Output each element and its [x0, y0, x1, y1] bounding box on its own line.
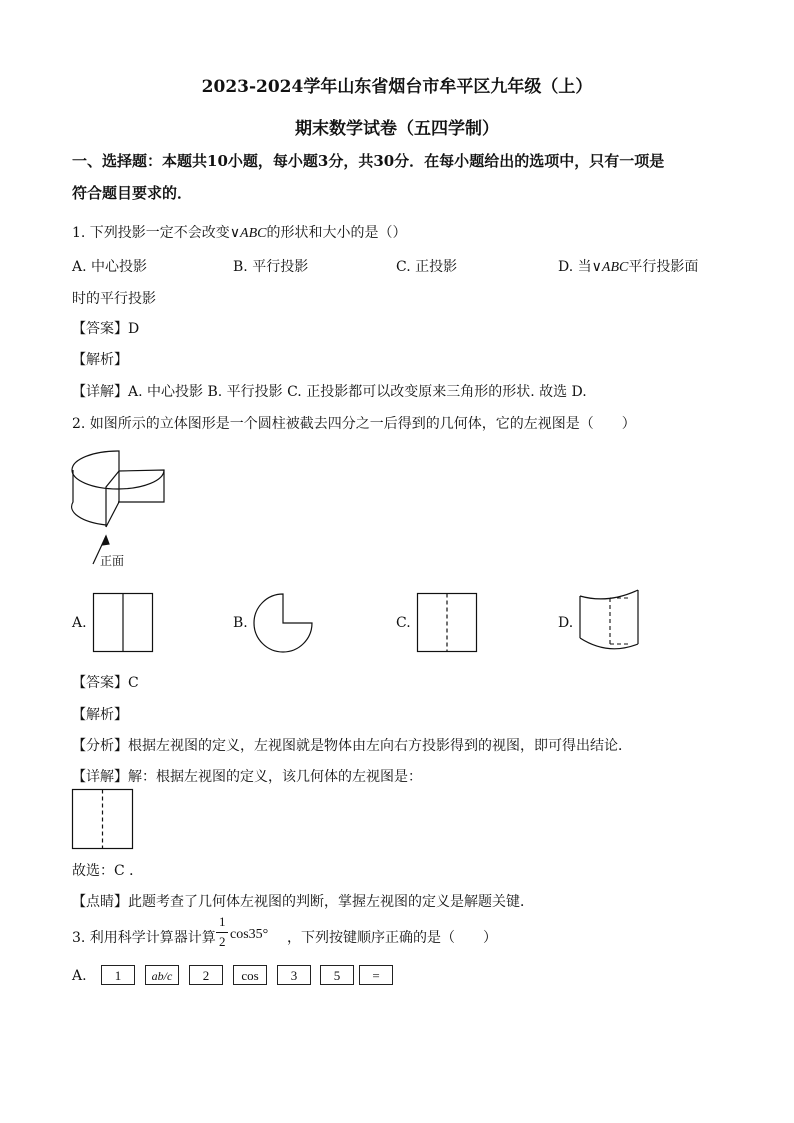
q1-stem-pre: 1. 下列投影一定不会改变 — [72, 225, 230, 241]
q2-comment-text: 此题考查了几何体左视图的判断，掌握左视图的定义是解题关键． — [128, 894, 534, 910]
q1-option-d-continued: 时的平行投影 — [72, 291, 156, 307]
q1-option-d-pre: D. 当 — [558, 259, 592, 275]
q2-option-a-label: A. — [72, 615, 87, 631]
q3-stem-post: ，下列按键顺序正确的是（ ） — [287, 930, 497, 946]
section-heading-line-2: 符合题目要求的． — [72, 184, 193, 202]
q2-option-b-label: B. — [233, 615, 248, 631]
title-line-2: 期末数学试卷（五四学制） — [295, 119, 499, 139]
q1-option-b: B. 平行投影 — [233, 259, 309, 275]
q2-fenxi-text: 根据左视图的定义，左视图就是物体由左向右方投影得到的视图，即可得出结论． — [128, 738, 632, 754]
q3-key-equals: = — [359, 965, 393, 985]
q3-key-cos: cos — [233, 965, 267, 985]
q2-answer-value: C — [128, 675, 139, 691]
q3-frac-numerator: 1 — [219, 914, 226, 929]
q2-comment — [72, 891, 534, 911]
q1-detail-tag: 【详解】 — [72, 384, 128, 400]
q3-key-3: 3 — [277, 965, 311, 985]
q2-conclusion: 故选：C ． — [72, 863, 144, 879]
q1-option-d-symbol: ∨ABC — [591, 260, 629, 275]
q2-answer — [72, 672, 139, 692]
q3-frac-bar — [216, 932, 228, 933]
title-line-1: 2023-2024学年山东省烟台市牟平区九年级（上） — [201, 77, 593, 97]
q2-option-c-label: C. — [396, 615, 411, 631]
q1-detail — [72, 381, 587, 401]
q1-detail-text: A. 中心投影 B. 平行投影 C. 正投影都可以改变原来三角形的形状. 故选 D. — [128, 384, 587, 400]
section-heading-line-1: 一、选择题：本题共10小题，每小题3分，共30分．在每小题给出的选项中，只有一项是 — [72, 152, 665, 170]
q1-stem — [72, 222, 407, 242]
q1-answer — [72, 318, 139, 338]
q2-fenxi — [72, 735, 632, 755]
q1-triangle-symbol: ∨ABC — [229, 226, 267, 241]
q2-detail-text: 解：根据左视图的定义，该几何体的左视图是： — [128, 769, 422, 785]
q1-answer-tag: 【答案】 — [72, 321, 128, 337]
q2-detail-figure — [72, 789, 134, 851]
q1-option-a: A. 中心投影 — [72, 259, 148, 275]
q1-analysis-tag: 【解析】 — [72, 352, 128, 368]
q3-frac-denominator: 2 — [219, 934, 226, 949]
q2-stem: 2. 如图所示的立体图形是一个圆柱被截去四分之一后得到的几何体，它的左视图是（ ） — [72, 416, 636, 432]
q3-stem-pre: 3. 利用科学计算器计算 — [72, 930, 216, 946]
q3-expression: cos35° — [230, 927, 269, 942]
q3-key-fraction: ab/c — [145, 965, 179, 985]
q3-option-a-label: A. — [72, 968, 87, 984]
q2-detail — [72, 766, 422, 786]
q2-detail-tag: 【详解】 — [72, 769, 128, 785]
q1-stem-post: 的形状和大小的是（） — [266, 225, 407, 241]
q2-comment-tag: 【点睛】 — [72, 894, 128, 910]
q2-option-b-figure — [253, 593, 313, 653]
q3-key-5: 5 — [320, 965, 354, 985]
q2-front-label: 正面 — [100, 554, 125, 568]
q3-key-1: 1 — [101, 965, 135, 985]
q2-fenxi-tag: 【分析】 — [72, 738, 128, 754]
q2-analysis-tag: 【解析】 — [72, 707, 128, 723]
q2-option-d-label: D. — [558, 615, 574, 631]
q1-option-d — [558, 256, 698, 276]
q2-option-d-figure — [578, 588, 642, 654]
q3-key-2: 2 — [189, 965, 223, 985]
q2-option-a-figure — [93, 593, 153, 653]
q2-option-c-figure — [417, 593, 477, 653]
q2-answer-tag: 【答案】 — [72, 675, 128, 691]
q1-answer-value: D — [128, 321, 140, 337]
q1-option-c: C. 正投影 — [396, 259, 458, 275]
q1-option-d-post: 平行投影面 — [628, 259, 699, 275]
